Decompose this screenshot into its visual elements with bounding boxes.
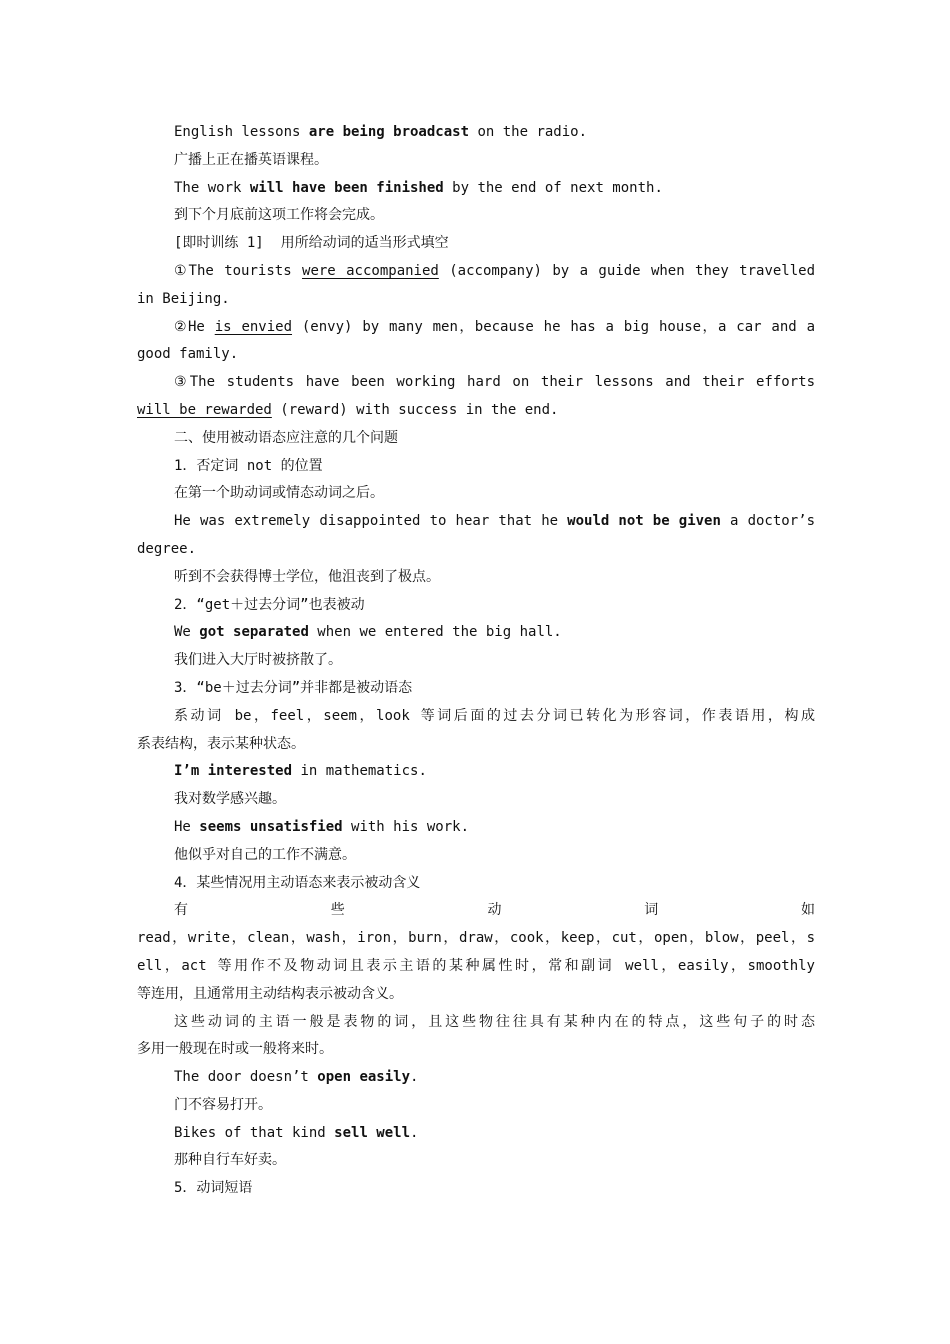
exercise-item-1-cont: in Beijing. (137, 290, 230, 307)
example-sentence: We got separated when we entered the big hall. (174, 624, 562, 641)
example-sentence: I’m interested in mathematics. (174, 763, 427, 780)
subheading: 3．“be＋过去分词”并非都是被动语态 (174, 679, 413, 696)
rule-text: 在第一个助动词或情态动词之后。 (174, 485, 384, 502)
subheading: 5．动词短语 (174, 1180, 253, 1197)
translation: 广播上正在播英语课程。 (174, 151, 328, 168)
exercise-item-2-cont: good family. (137, 346, 239, 363)
bold-phrase: got separated (199, 624, 309, 641)
bold-phrase: will have been finished (249, 179, 444, 196)
translation: 我们进入大厅时被挤散了。 (174, 652, 342, 669)
rule-text-cont: 多用一般现在时或一般将来时。 (137, 1041, 333, 1058)
bold-phrase: sell well (334, 1124, 411, 1141)
bold-phrase: I’m interested (174, 763, 293, 780)
answer-blank: were accompanied (302, 262, 439, 279)
answer-blank: will be rewarded (137, 401, 272, 418)
exercise-heading: [即时训练 1] 用所给动词的适当形式填空 (174, 235, 449, 252)
rule-text-cont: 等连用，且通常用主动结构表示被动含义。 (137, 985, 403, 1002)
example-sentence: He was extremely disappointed to hear that he would not be given a doctor’s (174, 513, 815, 530)
exercise-item-2: ②He is envied (envy) by many men，because he has a big house，a car and a (174, 318, 815, 335)
example-sentence: The door doesn’t open easily. (174, 1069, 419, 1086)
translation: 我对数学感兴趣。 (174, 791, 286, 808)
bold-phrase: are being broadcast (308, 124, 470, 140)
rule-text-spread: 有 些 动 词 如 (174, 902, 815, 919)
subheading: 4．某些情况用主动语态来表示被动含义 (174, 874, 421, 891)
translation: 他似乎对自己的工作不满意。 (174, 846, 356, 863)
translation: 听到不会获得博士学位，他沮丧到了极点。 (174, 568, 440, 585)
exercise-item-1: ①The tourists were accompanied (accompany) by a guide when they travelled (174, 262, 816, 279)
exercise-item-3: ③The students have been working hard on their lessons and their efforts (174, 374, 815, 391)
example-sentence: The work will have been finished by the end of next month. (174, 179, 663, 196)
bold-phrase: seems unsatisfied (199, 818, 343, 835)
answer-blank: is envied (214, 318, 293, 335)
rule-text-cont: ell，act 等用作不及物动词且表示主语的某种属性时，常和副词 well，easily，smoothly (137, 957, 815, 974)
subheading: 1．否定词 not 的位置 (174, 457, 323, 474)
example-sentence: Bikes of that kind sell well. (174, 1124, 419, 1141)
exercise-item-3-cont: will be rewarded (reward) with success in the end. (137, 401, 559, 418)
rule-text: 系动词 be，feel，seem，look 等词后面的过去分词已转化为形容词，作表语用，构成 (174, 707, 815, 724)
example-sentence: English lessons are being broadcast on the radio. (174, 124, 588, 140)
bold-phrase: would not be given (567, 513, 721, 530)
rule-text-cont: read，write，clean，wash，iron，burn，draw，cook，keep，cut，open，blow，peel，s (137, 930, 815, 947)
rule-text: 这些动词的主语一般是表物的词，且这些物往往具有某种内在的特点，这些句子的时态 (174, 1013, 815, 1030)
translation: 那种自行车好卖。 (174, 1152, 286, 1169)
subheading: 2．“get＋过去分词”也表被动 (174, 596, 365, 613)
section-heading: 二、使用被动语态应注意的几个问题 (174, 429, 398, 446)
rule-text-cont: 系表结构，表示某种状态。 (137, 735, 305, 752)
example-sentence-cont: degree. (137, 540, 197, 557)
translation: 到下个月底前这项工作将会完成。 (174, 207, 384, 224)
bold-phrase: open easily (317, 1069, 411, 1086)
example-sentence: He seems unsatisfied with his work. (174, 818, 470, 835)
document-page (137, 119, 815, 1203)
translation: 门不容易打开。 (174, 1096, 272, 1113)
